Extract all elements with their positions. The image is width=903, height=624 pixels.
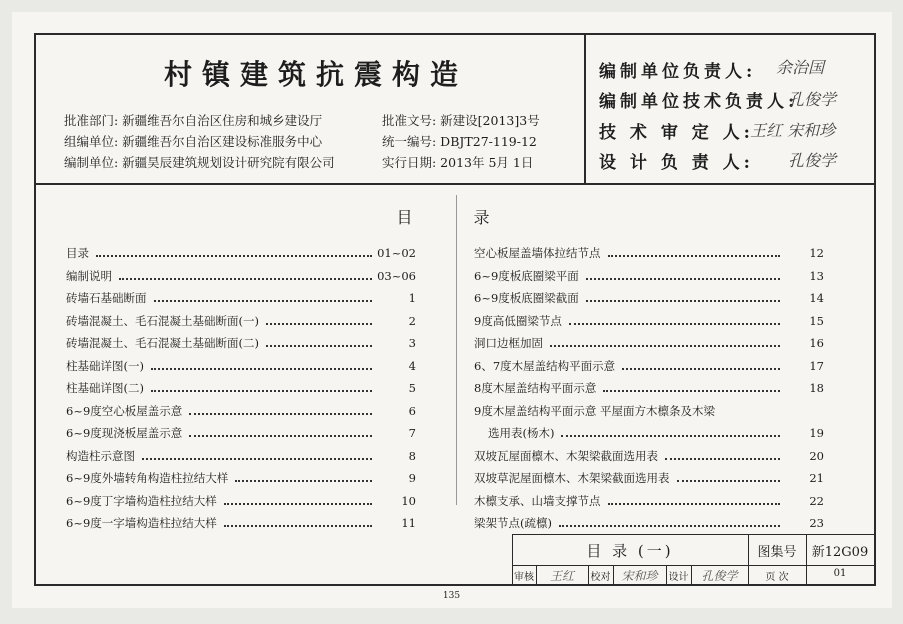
header-divider bbox=[36, 183, 874, 185]
toc-entry bbox=[66, 355, 416, 378]
design-signature: 孔俊学 bbox=[701, 569, 738, 583]
toc-leader-dots bbox=[189, 407, 372, 415]
toc-entry-page: 8 bbox=[408, 448, 416, 463]
design-label: 设计 bbox=[668, 572, 689, 583]
toc-entry-name: 双坡瓦屋面檩木、木架梁截面选用表 bbox=[474, 448, 661, 464]
toc-entry-name: 6~9度现浇板屋盖示意 bbox=[66, 425, 185, 441]
toc-entry-page: 3 bbox=[408, 336, 416, 351]
toc-entry bbox=[474, 422, 824, 445]
review-label: 审核 bbox=[514, 572, 534, 583]
drawing-frame bbox=[34, 33, 876, 586]
toc-entry-name: 构造柱示意图 bbox=[66, 448, 138, 464]
toc-entry-page: 2 bbox=[408, 313, 416, 328]
toc-entry-page: 01~02 bbox=[377, 246, 416, 261]
toc-entry-name: 梁架节点(疏檩) bbox=[474, 515, 555, 531]
signature-tech-head: 孔俊学 bbox=[788, 90, 837, 109]
toc-entry-name: 8度木屋盖结构平面示意 bbox=[474, 380, 599, 396]
toc-entry bbox=[66, 400, 416, 423]
signature-unit-head: 余治国 bbox=[776, 58, 825, 77]
title-block bbox=[512, 534, 874, 584]
toc-entry-page: 4 bbox=[408, 358, 416, 373]
check-signature: 宋和珍 bbox=[621, 569, 658, 583]
toc-entry-page: 12 bbox=[809, 246, 824, 261]
toc-entry-page: 11 bbox=[401, 516, 416, 531]
sheet-title: 目 录 (一) bbox=[586, 542, 674, 560]
toc-entry bbox=[66, 310, 416, 333]
toc-leader-dots bbox=[569, 317, 780, 325]
toc-leader-dots bbox=[586, 294, 780, 302]
toc-entry bbox=[66, 422, 416, 445]
toc-entry-page: 14 bbox=[809, 291, 824, 306]
toc-entry bbox=[66, 265, 416, 288]
toc-leader-dots bbox=[266, 339, 372, 347]
toc-entry-name: 6~9度板底圈梁截面 bbox=[474, 290, 582, 306]
toc-leader-dots bbox=[608, 497, 781, 505]
toc-entry-name: 9度木屋盖结构平面示意 平屋面方木檩条及木梁 bbox=[474, 403, 718, 419]
atlas-number: 新12G09 bbox=[811, 545, 869, 560]
toc-entry bbox=[66, 287, 416, 310]
toc-leader-dots bbox=[559, 519, 780, 527]
toc-entry bbox=[474, 332, 824, 355]
edit-unit: 编制单位: 新疆昊辰建筑规划设计研究院有限公司 bbox=[64, 155, 335, 170]
impl-date: 实行日期: 2013年 5月 1日 bbox=[382, 155, 534, 170]
toc-leader-dots bbox=[151, 362, 372, 370]
toc-entry-name: 6~9度板底圈梁平面 bbox=[474, 268, 582, 284]
toc-entry bbox=[474, 265, 824, 288]
toc-entry bbox=[66, 512, 416, 535]
toc-entry bbox=[474, 445, 824, 468]
toc-leader-dots bbox=[235, 474, 372, 482]
toc-right-list bbox=[474, 242, 824, 535]
toc-leader-dots bbox=[96, 249, 372, 257]
toc-heading: 目 录 bbox=[396, 208, 518, 227]
toc-entry-page: 5 bbox=[408, 381, 416, 396]
atlas-label: 图集号 bbox=[757, 545, 797, 560]
sig-label-tech-head: 编制单位技术负责人: bbox=[599, 92, 799, 112]
signature-reviewer: 王红 宋和珍 bbox=[750, 121, 836, 140]
toc-leader-dots bbox=[603, 384, 780, 392]
toc-entry-name: 6~9度丁字墙构造柱拉结大样 bbox=[66, 493, 220, 509]
toc-entry bbox=[66, 377, 416, 400]
toc-entry-page: 17 bbox=[809, 358, 824, 373]
toc-entry-name: 9度高低圈梁节点 bbox=[474, 313, 565, 329]
toc-column-divider bbox=[456, 195, 457, 505]
toc-entry-name: 6~9度一字墙构造柱拉结大样 bbox=[66, 515, 220, 531]
approve-no: 批准文号: 新建设[2013]3号 bbox=[382, 113, 540, 128]
toc-leader-dots bbox=[151, 384, 372, 392]
toc-entry bbox=[474, 467, 824, 490]
toc-entry bbox=[66, 445, 416, 468]
toc-entry-name: 柱基础详图(一) bbox=[66, 358, 147, 374]
toc-entry bbox=[66, 490, 416, 513]
compile-unit: 组编单位: 新疆维吾尔自治区建设标准服务中心 bbox=[64, 134, 323, 149]
toc-leader-dots bbox=[622, 362, 780, 370]
toc-entry-name: 双坡草泥屋面檩木、木架梁截面选用表 bbox=[474, 470, 673, 486]
toc-leader-dots bbox=[119, 272, 372, 280]
toc-entry-name: 洞口边框加固 bbox=[474, 335, 546, 351]
toc-entry-name: 6、7度木屋盖结构平面示意 bbox=[474, 358, 618, 374]
toc-entry-page: 7 bbox=[408, 426, 416, 441]
toc-entry-page: 19 bbox=[809, 426, 824, 441]
toc-entry-page: 20 bbox=[809, 448, 824, 463]
toc-entry-name: 砖墙混凝土、毛石混凝土基础断面(二) bbox=[66, 335, 262, 351]
toc-entry bbox=[474, 490, 824, 513]
toc-entry-name: 选用表(杨木) bbox=[488, 425, 557, 441]
approve-dept: 批准部门: 新疆维吾尔自治区住房和城乡建设厅 bbox=[64, 113, 323, 128]
toc-entry bbox=[66, 332, 416, 355]
toc-leader-dots bbox=[224, 497, 372, 505]
toc-entry-name: 目录 bbox=[66, 245, 92, 261]
toc-entry-page: 22 bbox=[809, 493, 824, 508]
toc-entry bbox=[66, 467, 416, 490]
page-label: 页 次 bbox=[765, 572, 789, 583]
toc-entry-page: 03~06 bbox=[377, 268, 416, 283]
toc-leader-dots bbox=[189, 429, 372, 437]
toc-entry-name: 6~9度外墙转角构造柱拉结大样 bbox=[66, 470, 231, 486]
toc-leader-dots bbox=[608, 249, 781, 257]
page-no: 01 bbox=[833, 568, 847, 579]
toc-entry-name: 木檩支承、山墙支撑节点 bbox=[474, 493, 604, 509]
toc-entry-page: 1 bbox=[408, 291, 416, 306]
toc-entry-page: 21 bbox=[809, 471, 824, 486]
toc-left-list bbox=[66, 242, 416, 535]
toc-entry bbox=[474, 242, 824, 265]
toc-leader-dots bbox=[142, 452, 372, 460]
unified-no: 统一编号: DBJT27-119-12 bbox=[382, 134, 537, 149]
toc-leader-dots bbox=[561, 429, 780, 437]
toc-entry-page: 6 bbox=[408, 403, 416, 418]
toc-leader-dots bbox=[224, 519, 372, 527]
signature-designer: 孔俊学 bbox=[788, 151, 837, 170]
toc-entry bbox=[474, 355, 824, 378]
review-signature: 王红 bbox=[549, 569, 574, 583]
toc-entry-page: 10 bbox=[401, 493, 416, 508]
page-title: 村镇建筑抗震构造 bbox=[163, 58, 468, 91]
toc-entry-page: 9 bbox=[408, 471, 416, 486]
toc-leader-dots bbox=[586, 272, 780, 280]
book-page-number: 135 bbox=[442, 591, 461, 601]
toc-entry bbox=[66, 242, 416, 265]
toc-entry-name: 砖墙石基础断面 bbox=[66, 290, 150, 306]
toc-entry-page: 16 bbox=[809, 336, 824, 351]
toc-leader-dots bbox=[550, 339, 780, 347]
toc-entry bbox=[474, 377, 824, 400]
sig-label-designer: 设 计 负 责 人: bbox=[599, 153, 754, 173]
toc-leader-dots bbox=[154, 294, 373, 302]
toc-entry-page: 15 bbox=[809, 313, 824, 328]
toc-entry-name: 柱基础详图(二) bbox=[66, 380, 147, 396]
toc-leader-dots bbox=[677, 474, 781, 482]
toc-entry-name: 编制说明 bbox=[66, 268, 115, 284]
toc-entry bbox=[474, 512, 824, 535]
toc-entry-name: 空心板屋盖墙体拉结节点 bbox=[474, 245, 604, 261]
sig-label-reviewer: 技 术 审 定 人: bbox=[599, 123, 754, 143]
check-label: 校对 bbox=[590, 572, 611, 583]
toc-entry-name: 砖墙混凝土、毛石混凝土基础断面(一) bbox=[66, 313, 262, 329]
toc-entry-page: 13 bbox=[809, 268, 824, 283]
sig-label-unit-head: 编制单位负责人: bbox=[599, 62, 757, 82]
toc-entry bbox=[474, 287, 824, 310]
toc-leader-dots bbox=[665, 452, 780, 460]
toc-leader-dots bbox=[266, 317, 372, 325]
toc-entry bbox=[474, 310, 824, 333]
toc-entry-page: 18 bbox=[809, 381, 824, 396]
toc-entry bbox=[474, 400, 824, 423]
toc-entry-name: 6~9度空心板屋盖示意 bbox=[66, 403, 185, 419]
toc-entry-page: 23 bbox=[809, 516, 824, 531]
